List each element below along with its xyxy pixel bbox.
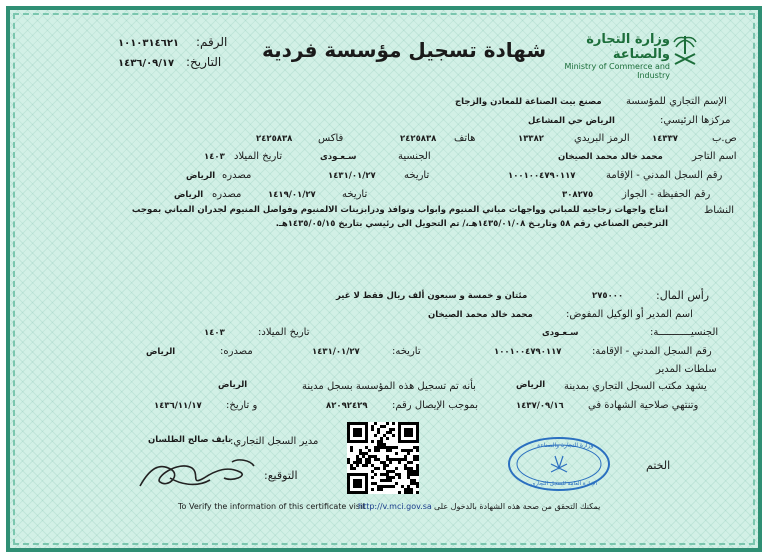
verification-qr-code (347, 422, 419, 494)
signature-label: التوقيع: (264, 469, 298, 482)
activity-line-2: الترخيص الصناعي رقم ٥٨ وتاريـخ ١٤٣٥/٠١/٠٨هـ،/ تم التحويل الى رئيسي بتاريخ ١٤٣٥/٠٥/١٥هـ. (275, 219, 668, 229)
merchant-id-value: ١٠٠١٠٠٤٧٩٠١١٧ (508, 171, 576, 181)
qr-pattern (347, 422, 419, 494)
validity-value: ١٤٣٧/٠٩/١٦ (516, 401, 564, 411)
manager-id-date-label: تاريخه: (392, 346, 421, 357)
manager-nationality-label: الجنسيـــــــــــة: (650, 327, 719, 338)
number-label: الرقم: (196, 35, 228, 49)
manager-name-label: اسم المدير أو الوكيل المفوض: (566, 309, 693, 320)
manager-powers-label: سلطات المدير (656, 364, 717, 375)
verify-text-en: To Verify the information of this certificate visit (178, 502, 366, 511)
number-value: ١٠١٠٣١٤٦٢١ (118, 38, 180, 49)
merchant-name-value: محمد خالد محمد الصيخان (558, 152, 663, 162)
postal-value: ١٣٣٨٢ (518, 134, 544, 144)
passport-date-label: تاريخه (342, 189, 368, 200)
saudi-emblem-icon (672, 34, 698, 68)
merchant-birth-label: تاريخ الميلاد (234, 151, 283, 162)
ministry-logo (530, 32, 670, 80)
capital-words: مئتان و خمسة و سبعون ألف ريال فقط لا غير (336, 291, 528, 301)
passport-date-value: ١٤١٩/٠١/٢٧ (268, 190, 316, 200)
stamp-bottom-text: الإدارة العامة للسجل التجاري (531, 481, 598, 487)
activity-line-1: انتاج واجهات زجاجيه للمباني وواجهات مباني المنيوم وابواب ونوافذ ودرابزينات الالمنيوم وفواصل المنيوم لجدران المباني بموجب (131, 205, 668, 215)
date-label: التاريخ: (186, 55, 222, 69)
receipt-label: بموجب الإيصال رقم: (392, 400, 478, 411)
receipt-date-value: ١٤٣٦/١١/١٧ (154, 401, 202, 411)
certificate-title: شهادة تسجيل مؤسسة فردية (262, 38, 547, 62)
merchant-id-source-value: الرياض (186, 171, 216, 181)
handwritten-signature (120, 448, 270, 496)
phone-value: ٢٤٢٥٨٣٨ (400, 134, 437, 144)
merchant-nationality-label: الجنسية (398, 151, 431, 162)
receipt-date-label: و تاريخ: (226, 400, 258, 411)
manager-birth-label: تاريخ الميلاد: (258, 327, 310, 338)
registered-city: الرياض (218, 380, 248, 390)
merchant-birth-value: ١٤٠٣ (204, 152, 225, 162)
postal-label: الرمز البريدي (574, 133, 630, 144)
activity-label: النشاط (704, 205, 735, 216)
manager-id-date-value: ١٤٣١/٠١/٢٧ (312, 347, 360, 357)
trade-name-label: الإسم التجاري للمؤسسة (626, 96, 727, 107)
registrar-label: مدير السجل التجاري: (230, 436, 319, 447)
ministry-name-ar: وزارة التجارة والصناعة (586, 32, 670, 62)
manager-birth-value: ١٤٠٣ (204, 328, 225, 338)
verify-url-link[interactable]: http://v.mci.gov.sa (358, 502, 432, 511)
pobox-label: ص.ب (712, 133, 737, 144)
merchant-id-source-label: مصدره (222, 170, 252, 181)
manager-id-source-label: مصدره: (220, 346, 253, 357)
capital-value: ٢٧٥٠٠٠ (592, 291, 624, 301)
manager-name-value: محمد خالد محمد الصيخان (428, 310, 533, 320)
merchant-id-label: رقم السجل المدني - الإقامة (606, 170, 723, 181)
receipt-value: ٨٢٠٩٢٤٢٩ (326, 401, 368, 411)
registered-text: بأنه تم تسجيل هذه المؤسسة بسجل مدينة (302, 381, 476, 392)
date-value: ١٤٣٦/٠٩/١٧ (118, 58, 175, 69)
hq-value: الرياض حي المشاعل (528, 116, 615, 126)
official-seal (505, 434, 613, 494)
hq-label: مركزها الرئيسي: (660, 115, 731, 126)
stamp-top-text: وزارة التجارة والصناعة (537, 442, 594, 449)
merchant-id-date-label: تاريخه (404, 170, 430, 181)
manager-id-source-value: الرياض (146, 347, 176, 357)
manager-nationality-value: سـعـودى (542, 328, 579, 338)
passport-source-label: مصدره (212, 189, 242, 200)
verify-text-ar: يمكنك التحقق من صحة هذه الشهادة بالدخول على (434, 502, 601, 511)
fax-label: فاكس (318, 133, 344, 144)
merchant-id-date-value: ١٤٣١/٠١/٢٧ (328, 171, 376, 181)
passport-label: رقم الحفيظة - الجواز (622, 189, 711, 200)
ministry-name-en: Ministry of Commerce and Industry (564, 62, 670, 80)
passport-value: ٣٠٨٢٧٥ (562, 190, 594, 200)
office-city: الرياض (516, 380, 546, 390)
manager-id-value: ١٠٠١٠٠٤٧٩٠١١٧ (494, 347, 562, 357)
registrar-name: نايف صالح الطلسان (148, 435, 232, 445)
validity-label: وتنتهي صلاحية الشهادة في (588, 400, 699, 411)
trade-name-value: مصنع بيت الصناعة للمعادن والزجاج (455, 97, 602, 107)
merchant-nationality-value: سـعـودى (320, 152, 357, 162)
pobox-value: ١٤٣٣٧ (652, 134, 678, 144)
capital-label: رأس المال: (656, 289, 710, 302)
manager-id-label: رقم السجل المدني - الإقامة: (592, 346, 712, 357)
merchant-name-label: اسم التاجر (692, 151, 737, 162)
seal-label: الختم (646, 459, 671, 472)
fax-value: ٢٤٢٥٨٣٨ (256, 134, 293, 144)
phone-label: هاتف (454, 133, 476, 144)
passport-source-value: الرياض (174, 190, 204, 200)
office-text: يشهد مكتب السجل التجاري بمدينة (564, 381, 707, 392)
